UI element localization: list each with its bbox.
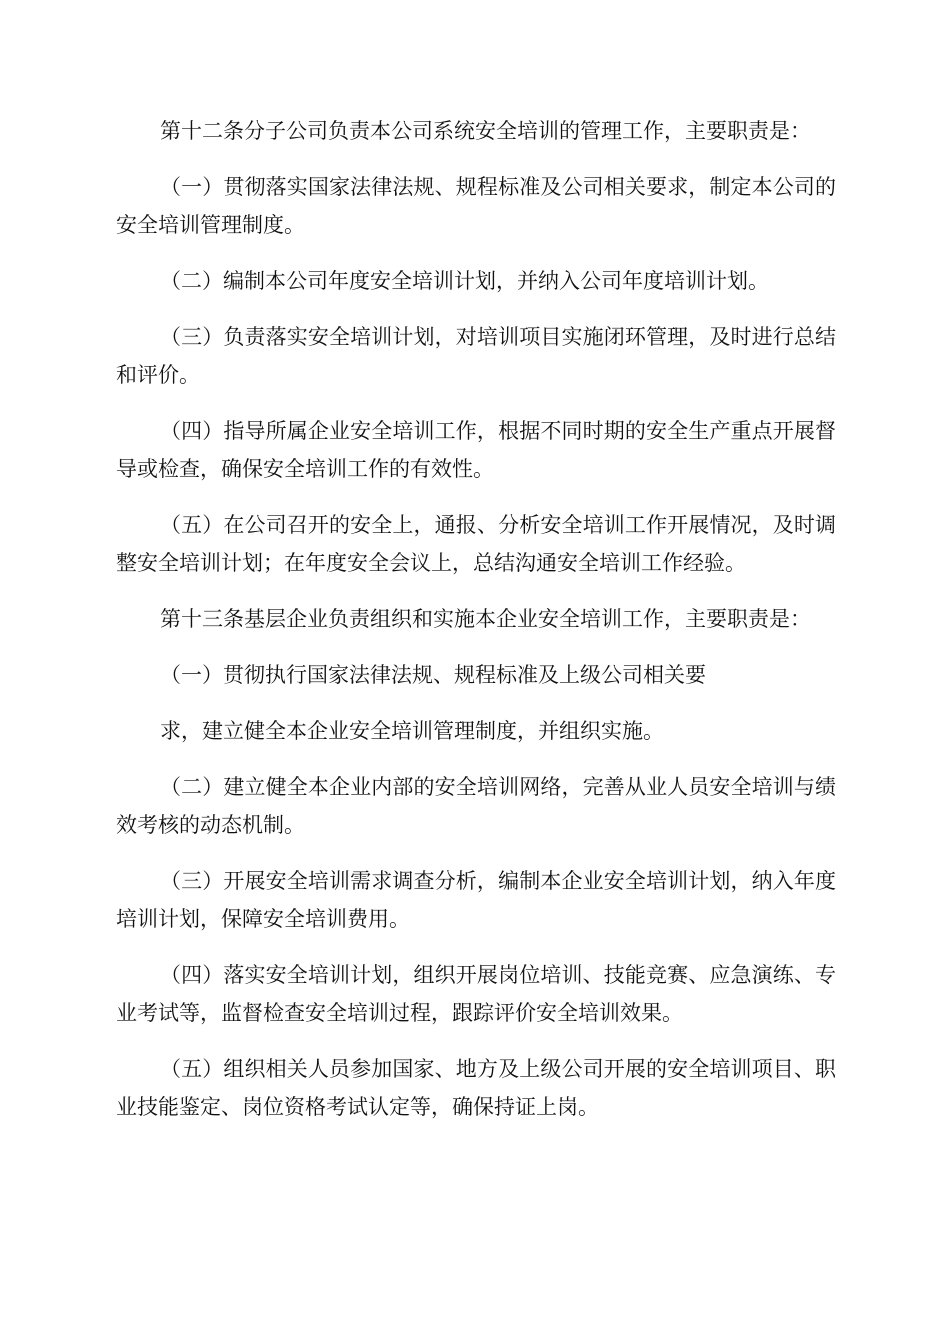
article-12-item-1: （一）贯彻落实国家法律法规、规程标准及公司相关要求，制定本公司的安全培训管理制度。 (116, 175, 836, 237)
article-13-item-5: （五）组织相关人员参加国家、地方及上级公司开展的安全培训项目、职业技能鉴定、岗位资格考试认定等，确保持证上岗。 (116, 1057, 836, 1119)
article-12-heading: 第十二条分子公司负责本公司系统安全培训的管理工作，主要职责是： (160, 119, 811, 143)
article-13-item-3: （三）开展安全培训需求调查分析，编制本企业安全培训计划，纳入年度培训计划，保障安全培训费用。 (116, 869, 836, 931)
article-12-item-4: （四）指导所属企业安全培训工作，根据不同时期的安全生产重点开展督导或检查，确保安全培训工作的有效性。 (116, 419, 836, 481)
article-12-item-3: （三）负责落实安全培训计划，对培训项目实施闭环管理，及时进行总结和评价。 (116, 325, 836, 387)
document-body (116, 112, 836, 1144)
article-13-item-2: （二）建立健全本企业内部的安全培训网络，完善从业人员安全培训与绩效考核的动态机制。 (116, 775, 836, 837)
article-13-heading: 第十三条基层企业负责组织和实施本企业安全培训工作，主要职责是： (160, 607, 811, 631)
article-13-item-1-continued: 求，建立健全本企业安全培训管理制度，并组织实施。 (160, 719, 664, 743)
article-12-item-2: （二）编制本公司年度安全培训计划，并纳入公司年度培训计划。 (160, 269, 769, 293)
article-13-item-1: （一）贯彻执行国家法律法规、规程标准及上级公司相关要 (160, 663, 706, 687)
article-12-item-5: （五）在公司召开的安全上，通报、分析安全培训工作开展情况，及时调整安全培训计划；在年度安全会议上，总结沟通安全培训工作经验。 (116, 513, 836, 575)
article-13-item-4: （四）落实安全培训计划，组织开展岗位培训、技能竞赛、应急演练、专业考试等，监督检查安全培训过程，跟踪评价安全培训效果。 (116, 963, 836, 1025)
